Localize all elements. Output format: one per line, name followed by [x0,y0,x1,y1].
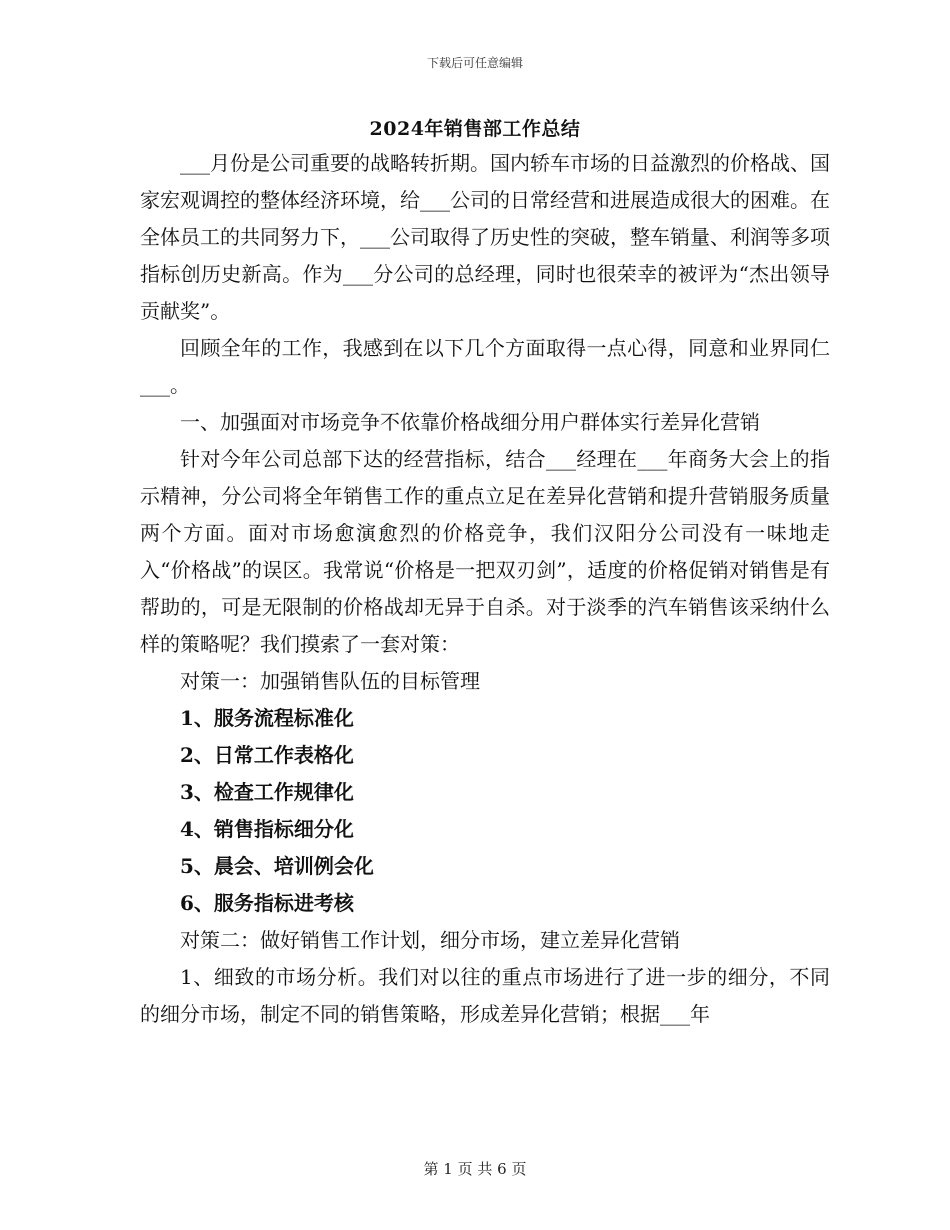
document-body [140,145,830,1033]
list-item: 4、销售指标细分化 [180,817,354,841]
list-item: 5、晨会、培训例会化 [180,854,374,878]
strategy-heading: 对策一：加强销售队伍的目标管理 [180,669,480,693]
paragraph: 1、细致的市场分析。我们对以往的重点市场进行了进一步的细分，不同的细分市场，制定不同的销售策略，形成差异化营销；根据___年 [140,965,830,1026]
paragraph: 回顾全年的工作，我感到在以下几个方面取得一点心得，同意和业界同仁___。 [140,336,830,397]
strategy-heading: 对策二：做好销售工作计划，细分市场，建立差异化营销 [180,928,680,952]
paragraph: 针对今年公司总部下达的经营指标，结合___经理在___年商务大会上的指示精神，分公司将全年销售工作的重点立足在差异化营销和提升营销服务质量两个方面。面对市场愈演愈烈的价格竞争，我们汉阳分公司没有一味地走入“价格战”的误区。我常说“价格是一把双刃剑”，适度的价格促销对销售是有帮助的，可是无限制的价格战却无异于自杀。对于淡季的汽车销售该采纳什么样的策略呢？我们摸索了一套对策： [140,447,830,656]
list-item: 2、日常工作表格化 [180,743,354,767]
list-item: 3、检查工作规律化 [180,780,354,804]
document-title: 2024年销售部工作总结 [369,118,581,140]
page-number: 第 1 页 共 6 页 [423,1160,527,1178]
list-item: 6、服务指标进考核 [180,891,354,915]
section-heading: 一、加强面对市场竞争不依靠价格战细分用户群体实行差异化营销 [180,410,760,434]
list-item: 1、服务流程标准化 [180,706,354,730]
paragraph: ___月份是公司重要的战略转折期。国内轿车市场的日益激烈的价格战、国家宏观调控的整体经济环境，给___公司的日常经营和进展造成很大的困难。在全体员工的共同努力下，___公司取得了历史性的突破，整车销量、利润等多项指标创历史新高。作为___分公司的总经理，同时也很荣幸的被评为“杰出领导贡献奖”。 [140,151,830,323]
header-note: 下载后可任意编辑 [426,56,523,70]
